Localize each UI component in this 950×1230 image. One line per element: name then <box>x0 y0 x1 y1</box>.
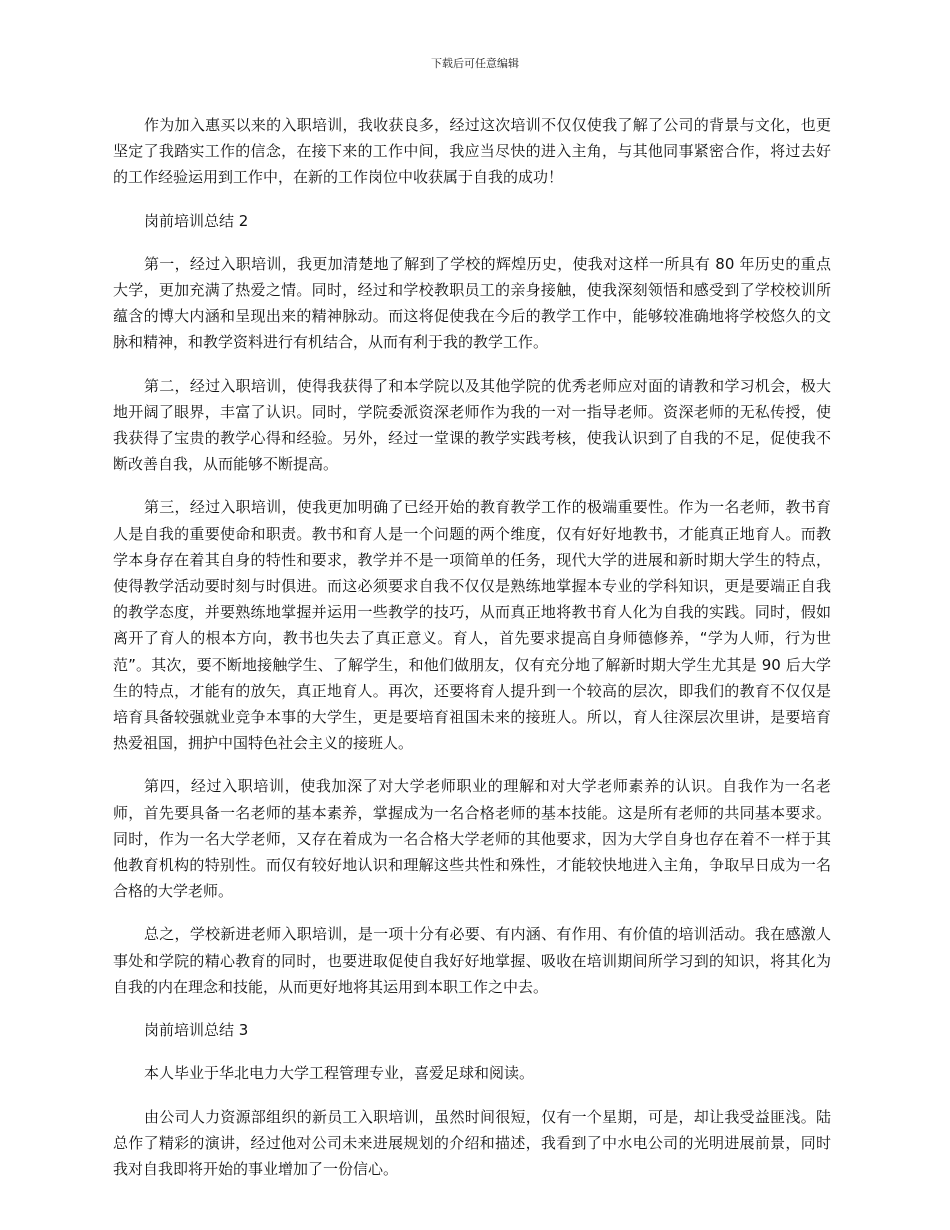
paragraph-training: 由公司人力资源部组织的新员工入职培训，虽然时间很短，仅有一个星期，可是，却让我受益匪浅。陆总作了精彩的演讲，经过他对公司未来进展规划的介绍和描述，我看到了中水电公司的光明进展前景，同时我对自我即将开始的事业增加了一份信心。 <box>113 1107 831 1178</box>
paragraph-third: 第三，经过入职培训，使我更加明确了已经开始的教育教学工作的极端重要性。作为一名老师，教书育人是自我的重要使命和职责。教书和育人是一个问题的两个维度，仅有好好地教书，才能真正地育人。而教学本身存在着其自身的特性和要求，教学并不是一项简单的任务，现代大学的进展和新时期大学生的特点，使得教学活动要时刻与时俱进。而这必须要求自我不仅仅是熟练地掌握本专业的学科知识，更是要端正自我的教学态度，并要熟练地掌握并运用一些教学的技巧，从而真正地将教书育人化为自我的实践。同时，假如离开了育人的根本方向，教书也失去了真正意义。育人，首先要求提高自身师德修养，“学为人师，行为世范”。其次，要不断地接触学生、了解学生，和他们做朋友，仅有充分地了解新时期大学生尤其是 90 后大学生的特点，才能有的放矢，真正地育人。再次，还要将育人提升到一个较高的层次，即我们的教育不仅仅是培育具备较强就业竞争本事的大学生，更是要培育祖国未来的接班人。所以，育人往深层次里讲，是要培育热爱祖国，拥护中国特色社会主义的接班人。 <box>113 498 831 753</box>
paragraph-fourth: 第四，经过入职培训，使我加深了对大学老师职业的理解和对大学老师素养的认识。自我作为一名老师，首先要具备一名老师的基本素养，掌握成为一名合格老师的基本技能。这是所有老师的共同基本要求。同时，作为一名大学老师，又存在着成为一名合格大学老师的其他要求，因为大学自身也存在着不一样于其他教育机构的特别性。而仅有较好地认识和理解这些共性和殊性，才能较快地进入主角，争取早日成为一名合格的大学老师。 <box>113 777 831 901</box>
paragraph-intro: 作为加入惠买以来的入职培训，我收获良多，经过这次培训不仅仅使我了解了公司的背景与文化，也更坚定了我踏实工作的信念，在接下来的工作中间，我应当尽快的进入主角，与其他同事紧密合作，将过去好的工作经验运用到工作中，在新的工作岗位中收获属于自我的成功！ <box>113 116 831 187</box>
section-heading-2: 岗前培训总结 2 <box>144 211 249 230</box>
paragraph-conclusion: 总之，学校新进老师入职培训，是一项十分有必要、有内涵、有作用、有价值的培训活动。我在感激人事处和学院的精心教育的同时，也要进取促使自我好好地掌握、吸收在培训期间所学习到的知识，将其化为自我的内在理念和技能，从而更好地将其运用到本职工作之中去。 <box>113 925 831 996</box>
paragraph-self-intro: 本人毕业于华北电力大学工程管理专业，喜爱足球和阅读。 <box>144 1064 535 1083</box>
paragraph-first: 第一，经过入职培训，我更加清楚地了解到了学校的辉煌历史，使我对这样一所具有 80 年历史的重点大学，更加充满了热爱之情。同时，经过和学校教职员工的亲身接触，使我深刻领悟和感受到了学校校训所蕴含的博大内涵和呈现出来的精神脉动。而这将促使我在今后的教学工作中，能够较准确地将学校悠久的文脉和精神，和教学资料进行有机结合，从而有利于我的教学工作。 <box>113 254 831 352</box>
paragraph-second: 第二，经过入职培训，使得我获得了和本学院以及其他学院的优秀老师应对面的请教和学习机会，极大地开阔了眼界，丰富了认识。同时，学院委派资深老师作为我的一对一指导老师。资深老师的无私传授，使我获得了宝贵的教学心得和经验。另外，经过一堂课的教学实践考核，使我认识到了自我的不足，促使我不断改善自我，从而能够不断提高。 <box>113 376 831 474</box>
page-header: 下载后可任意编辑 <box>431 57 519 70</box>
document-body <box>113 112 831 1199</box>
section-heading-3: 岗前培训总结 3 <box>144 1021 249 1040</box>
